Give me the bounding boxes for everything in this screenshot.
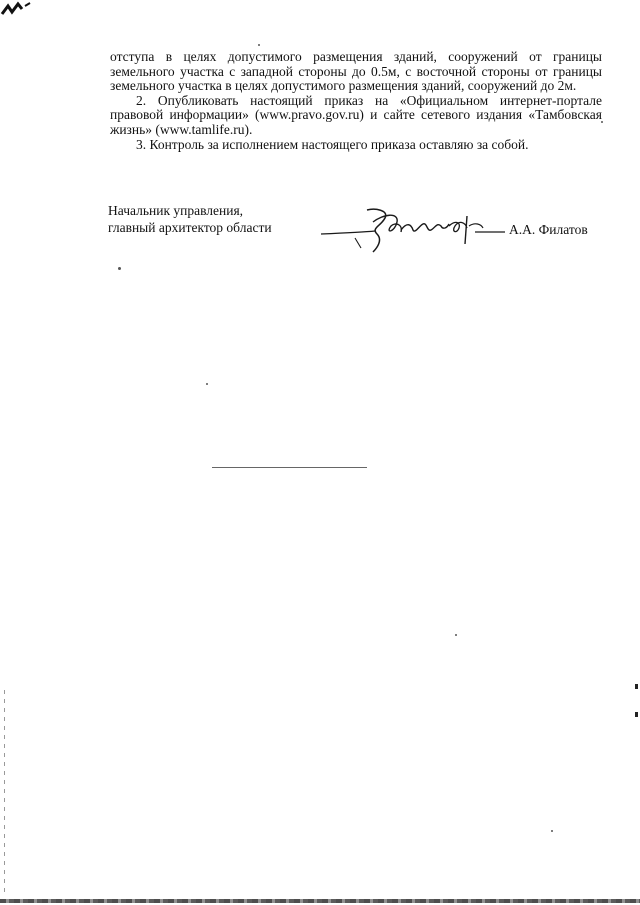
- paragraph-continuation: отступа в целях допустимого размещения зданий, сооружений от границы земельного участка с западной стороны до 0.5м, с восточной стороны от границы земельного участка в целях допустимого размещения зданий, сооружений до 2м.: [110, 49, 602, 94]
- corner-scan-mark: [0, 0, 40, 22]
- paragraph-item-2: 2. Опубликовать настоящий приказ на «Официальном интернет-портале правовой информации» (www.pravo.gov.ru) и сайте сетевого издания «Тамбовская жизнь» (www.tamlife.ru).: [110, 92, 602, 137]
- scan-speck: [258, 44, 260, 46]
- document-body: [110, 50, 602, 152]
- signer-position-line-2: главный архитектор области: [108, 220, 272, 235]
- scan-edge-mark: [635, 684, 638, 689]
- scan-edge-left: [4, 690, 5, 895]
- signer-position-line-1: Начальник управления,: [108, 203, 244, 218]
- handwritten-signature: [315, 204, 507, 256]
- scan-edge-bottom: [0, 899, 640, 903]
- signer-name: А.А. Филатов: [509, 222, 588, 237]
- scan-edge-mark: [635, 712, 638, 717]
- scan-speck: [206, 383, 208, 385]
- paragraph-item-3: 3. Контроль за исполнением настоящего приказа оставляю за собой.: [136, 136, 529, 152]
- horizontal-rule: [212, 467, 367, 468]
- signer-position: [108, 202, 272, 236]
- scan-speck: [455, 634, 457, 636]
- scan-speck: [551, 830, 553, 832]
- scan-speck: [118, 267, 121, 270]
